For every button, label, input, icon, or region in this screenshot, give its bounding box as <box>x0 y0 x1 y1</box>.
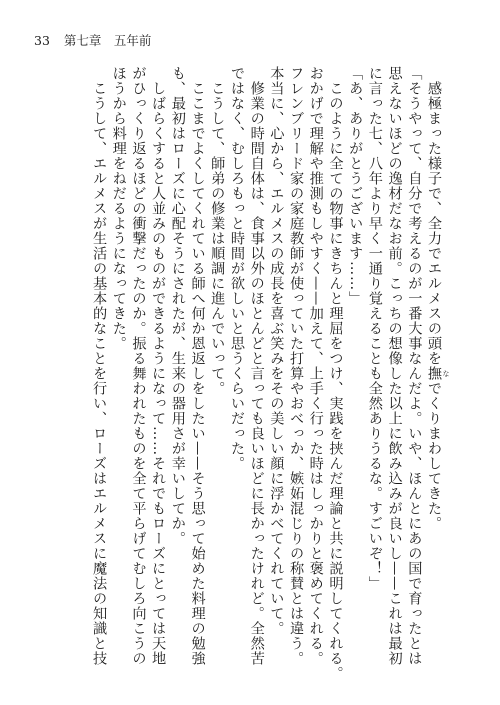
text-line: 「そうやって、自分で考えるのが一番大事なんだよ。いや、ほんとにあの国で育ったとは <box>406 66 423 666</box>
text-line: ではなく、むしろもっと時間が欲しいと思うくらいだった。 <box>228 66 245 471</box>
text-line: ここまでよくしてくれている師へ何か恩返しをしたい——そう思って始めた料理の勉強 <box>189 66 206 666</box>
text-line: 「あ、ありがとうございます……」 <box>347 66 364 306</box>
vertical-body-text <box>34 66 450 681</box>
text-line: こうして、エルメスが生活の基本的なことを行い、ローズはエルメスに魔法の知識と技 <box>91 66 108 666</box>
text-line: フレンブリード家の家庭教師が使っていた打算やおべっか、嫉妬混じりの称賛とは違う。 <box>288 66 305 666</box>
text-line: 思えないほどの逸材だなお前。こっちの想像した以上に飲み込みが良いし——これは最初 <box>386 66 403 666</box>
text-line: 修業の時間自体は、食事以外のほとんどと言っても良いほどに長かったけれど。全然苦 <box>248 66 265 666</box>
text-line: も、最初はローズに心配そうにされたが、生来の器用さが幸いしてか。 <box>169 66 186 546</box>
text-line: ほうから料理をねだるようになってきた。 <box>110 66 127 351</box>
ruby-annotation: 撫 な <box>426 366 450 381</box>
text-line: 感極まった様子で、全力でエルメスの頭を撫 なでくりまわしてきた。 <box>426 66 450 531</box>
text-line: 本当に、心から、エルメスの成長を喜ぶ笑みをその美しい顔に浮かべてくれていて。 <box>268 66 285 636</box>
text-line: おかげで理解や推測もしやすく——加えて、上手く行った時はしっかりと褒めてくれる。 <box>307 66 324 666</box>
text-line: しばらくすると人並みのものができるようになって……それでもローズにとっては天地 <box>150 66 167 666</box>
text-line: このように全ての物事にきちんと理屈をつけ、実践を挟んだ理論と共に説明してくれる。 <box>327 66 344 681</box>
text-line: こうして、師弟の修業は順調に進んでいって。 <box>209 66 226 396</box>
page-number: 33 <box>34 33 50 48</box>
text-line: に言った七、八年より早く一通り覚えることも全然ありうるな。すごいぞ！」 <box>366 66 383 591</box>
text-line: がひっくり返るほどの衝撃だったのか。振る舞われたものを全て平らげてむしろ向こうの <box>130 66 147 666</box>
chapter-title: 第七章 五年前 <box>63 33 152 48</box>
running-header <box>34 33 151 49</box>
ruby-reading: な <box>442 366 450 381</box>
